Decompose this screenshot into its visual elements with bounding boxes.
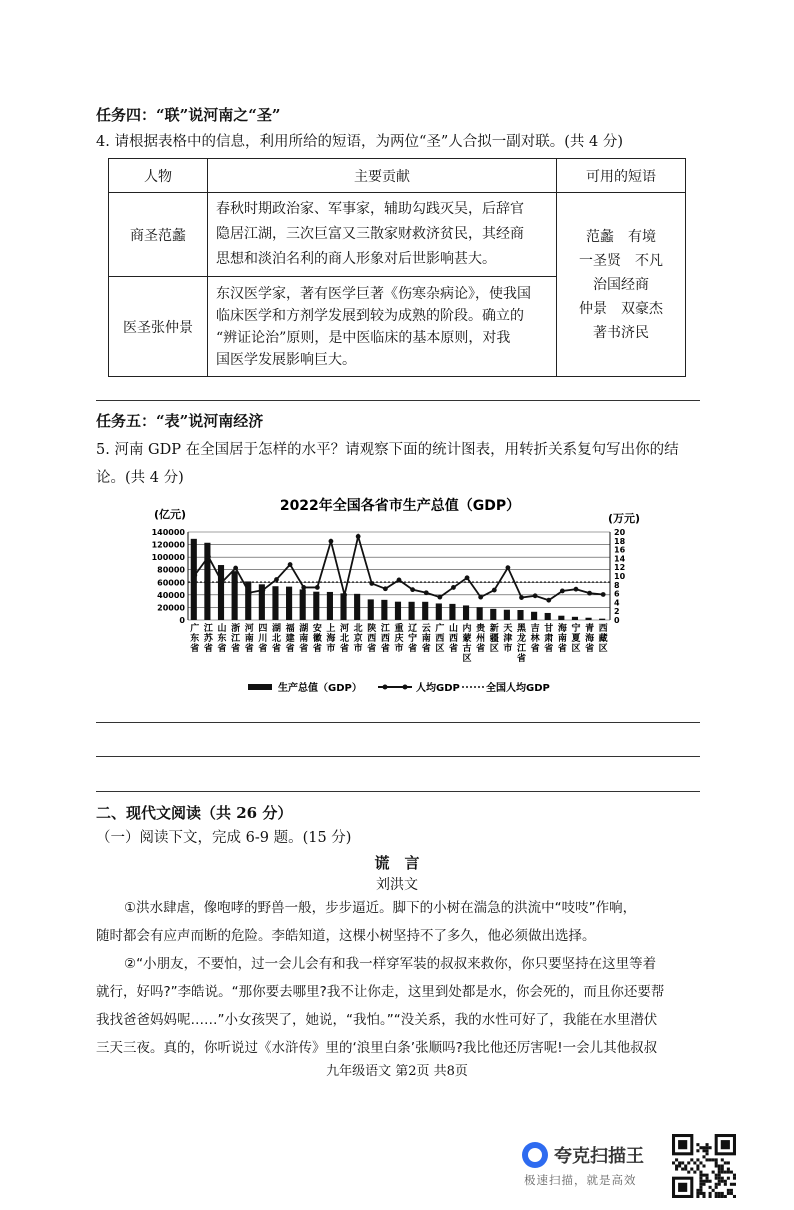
bar — [232, 571, 238, 620]
category-label: 省 — [299, 644, 309, 654]
category-label: 辽 — [408, 624, 418, 634]
per-capita-point — [478, 595, 483, 600]
bar — [272, 586, 278, 620]
right-tick-label: 10 — [614, 572, 626, 581]
category-label: 庆 — [394, 634, 404, 644]
category-label: 省 — [217, 644, 227, 654]
category-label: 山 — [448, 624, 458, 634]
category-label: 上 — [326, 624, 336, 634]
para2-line1: ②“小朋友，不要怕，过一会儿会有和我一样穿军装的叔叔来救你，你只要坚持在这里等着 — [124, 956, 657, 972]
category-label: 省 — [367, 644, 377, 654]
bar — [599, 619, 605, 620]
category-label: 蒙 — [462, 634, 472, 644]
per-capita-point — [424, 590, 429, 595]
category-label: 疆 — [489, 634, 499, 644]
right-tick-label: 20 — [614, 528, 626, 537]
para2-line4: 三天三夜。真的，你听说过《水浒传》里的‘浪里白条’张顺吗?我比他还厉害呢!一会儿其他叔叔 — [96, 1040, 658, 1056]
right-tick-label: 4 — [614, 598, 620, 608]
category-label: 古 — [462, 644, 472, 654]
per-capita-point — [260, 588, 265, 593]
category-label: 省 — [448, 644, 458, 654]
category-label: 海 — [326, 634, 336, 644]
table-header-phrases: 可用的短语 — [557, 159, 686, 193]
table-header-person: 人物 — [109, 159, 208, 193]
right-tick-label: 2 — [614, 607, 620, 617]
right-tick-label: 6 — [614, 589, 620, 599]
per-capita-point — [574, 587, 579, 592]
per-capita-point — [587, 591, 592, 596]
per-capita-point — [437, 595, 442, 600]
bar — [300, 589, 306, 620]
category-label: 市 — [326, 644, 336, 654]
bar — [463, 605, 469, 620]
category-label: 青 — [585, 624, 595, 634]
category-label: 夏 — [571, 634, 581, 644]
bar — [327, 592, 333, 620]
phrase: 一圣贤 不凡 — [579, 252, 663, 269]
right-tick-label: 0 — [614, 616, 620, 625]
category-label: 西 — [380, 634, 390, 644]
per-capita-point — [233, 566, 238, 571]
plot-area — [152, 528, 626, 664]
bar — [191, 539, 197, 620]
category-label: 省 — [380, 644, 390, 654]
category-label: 区 — [435, 644, 445, 654]
article-title: 谎 言 — [374, 854, 420, 872]
per-capita-point — [601, 592, 606, 597]
contribution-line: 临床医学和方剂学发展到较为成熟的阶段。确立的 — [216, 307, 524, 324]
category-label: 省 — [517, 654, 527, 664]
right-tick-label: 14 — [614, 554, 626, 564]
category-label: 天 — [503, 624, 513, 634]
category-label: 宁 — [408, 634, 418, 644]
category-label: 省 — [408, 644, 418, 654]
section2-heading: 二、现代文阅读（共 26 分） — [96, 804, 293, 822]
per-capita-point — [519, 595, 524, 600]
per-capita-point — [329, 539, 334, 544]
right-tick-label: 12 — [614, 563, 626, 573]
bar — [558, 616, 564, 620]
scanner-watermark — [522, 1138, 672, 1187]
category-label: 重 — [394, 624, 404, 634]
category-label: 江 — [203, 624, 213, 634]
per-capita-point — [397, 578, 402, 583]
person-fanli: 商圣范蠡 — [109, 193, 208, 277]
legend-national: 全国人均GDP — [486, 683, 550, 694]
category-label: 福 — [285, 624, 295, 634]
category-label: 建 — [285, 634, 295, 644]
chart-title: 2022年全国各省市生产总值（GDP） — [279, 498, 521, 514]
category-label: 林 — [530, 634, 540, 644]
category-label: 云 — [421, 624, 431, 634]
bar — [436, 603, 442, 620]
category-label: 省 — [421, 644, 431, 654]
bar — [517, 610, 523, 620]
category-label: 西 — [448, 634, 458, 644]
person-zhangzhongjing: 医圣张仲景 — [109, 277, 208, 377]
category-label: 市 — [503, 644, 513, 654]
category-label: 东 — [190, 634, 200, 644]
category-label: 北 — [353, 624, 363, 634]
per-capita-point — [383, 586, 388, 591]
category-label: 省 — [258, 644, 268, 654]
right-tick-label: 16 — [614, 545, 626, 555]
per-capita-point — [451, 585, 456, 590]
category-label: 苏 — [203, 634, 213, 644]
answer-line — [96, 791, 700, 792]
category-label: 广 — [435, 624, 445, 634]
contribution-line: 东汉医学家，著有医学巨著《伤寒杂病论》，使我国 — [216, 285, 531, 302]
category-label: 省 — [476, 644, 486, 654]
category-label: 内 — [462, 624, 472, 634]
category-label: 市 — [353, 644, 363, 654]
category-label: 南 — [299, 634, 309, 644]
bar — [477, 607, 483, 620]
per-capita-point — [192, 573, 197, 578]
question-5-line2: 论。(共 4 分) — [96, 470, 184, 486]
category-label: 贵 — [476, 624, 486, 634]
category-label: 江 — [517, 644, 527, 654]
qr-code-icon — [672, 1134, 736, 1198]
category-label: 龙 — [517, 634, 527, 644]
per-capita-point — [315, 585, 320, 590]
category-label: 市 — [394, 644, 404, 654]
bar — [204, 543, 210, 620]
left-tick-label: 140000 — [151, 528, 185, 537]
category-label: 省 — [190, 644, 200, 654]
category-label: 山 — [217, 624, 227, 634]
per-capita-point — [288, 562, 293, 567]
category-label: 河 — [244, 624, 254, 634]
per-capita-point — [506, 565, 511, 570]
bar — [504, 610, 510, 620]
category-label: 京 — [353, 634, 363, 644]
bar — [381, 600, 387, 620]
legend-marker — [403, 685, 408, 690]
category-label: 安 — [312, 624, 322, 634]
phrase: 范蠡 有境 — [586, 228, 656, 245]
category-label: 肃 — [544, 634, 554, 644]
category-label: 川 — [258, 634, 268, 644]
category-label: 省 — [271, 644, 281, 654]
contribution-line: 国医学发展影响巨大。 — [216, 351, 356, 368]
bar — [340, 593, 346, 620]
legend-bar-swatch — [248, 684, 272, 690]
category-label: 广 — [190, 624, 200, 634]
category-label: 南 — [557, 634, 567, 644]
task5-heading: 任务五：“表”说河南经济 — [96, 412, 264, 430]
phrase: 仲景 双豪杰 — [579, 300, 663, 317]
para1-line1: ①洪水肆虐，像咆哮的野兽一般，步步逼近。脚下的小树在湍急的洪流中“吱吱”作响， — [124, 900, 637, 916]
legend-marker — [383, 685, 388, 690]
category-label: 黑 — [517, 624, 527, 634]
category-label: 省 — [530, 644, 540, 654]
legend-gdp: 生产总值（GDP） — [278, 683, 362, 694]
category-label: 区 — [598, 644, 608, 654]
category-label: 省 — [231, 644, 241, 654]
contribution-line: 思想和淡泊名利的商人形象对后世影响甚大。 — [216, 251, 496, 267]
per-capita-point — [410, 587, 415, 592]
chart-legend — [248, 681, 550, 694]
category-label: 省 — [340, 644, 350, 654]
left-tick-label: 40000 — [157, 590, 185, 600]
table-header-contribution: 主要贡献 — [208, 159, 557, 193]
legend-per-capita: 人均GDP — [416, 683, 460, 694]
left-tick-label: 100000 — [151, 553, 185, 563]
category-label: 藏 — [598, 634, 608, 644]
bar — [490, 609, 496, 620]
answer-line — [96, 756, 700, 757]
category-label: 西 — [598, 624, 608, 634]
category-label: 四 — [258, 624, 268, 634]
category-label: 西 — [367, 634, 377, 644]
category-label: 宁 — [571, 624, 581, 634]
question-4: 4. 请根据表格中的信息，利用所给的短语，为两位“圣”人合拟一副对联。(共 4 分) — [96, 134, 624, 150]
per-capita-point — [206, 554, 211, 559]
category-label: 吉 — [530, 624, 540, 634]
para1-line2: 随时都会有应声而断的危险。李皓知道，这棵小树坚持不了多久，他必须做出选择。 — [96, 928, 596, 944]
per-capita-point — [465, 575, 470, 580]
left-tick-label: 120000 — [151, 540, 185, 550]
category-label: 湖 — [299, 624, 309, 634]
bar — [449, 604, 455, 620]
category-label: 海 — [557, 624, 567, 634]
bar — [368, 599, 374, 620]
gdp-chart — [140, 490, 660, 705]
category-label: 南 — [421, 634, 431, 644]
per-capita-point — [247, 590, 252, 595]
category-label: 河 — [340, 624, 350, 634]
watermark-name: 夸克扫描王 — [554, 1146, 644, 1167]
category-label: 甘 — [544, 624, 554, 634]
category-label: 江 — [231, 634, 241, 644]
category-label: 徽 — [312, 634, 322, 644]
category-label: 省 — [585, 644, 595, 654]
per-capita-point — [546, 598, 551, 603]
contribution-zhangzhongjing — [208, 277, 557, 377]
page-footer: 九年级语文 第2页 共8页 — [326, 1064, 468, 1079]
category-label: 西 — [435, 634, 445, 644]
contribution-line: “辨证论治”原则，是中医临床的基本原则，对我 — [216, 329, 511, 346]
per-capita-line — [195, 536, 603, 600]
right-tick-label: 18 — [614, 536, 626, 546]
per-capita-point — [220, 580, 225, 585]
task4-heading: 任务四：“联”说河南之“圣” — [96, 106, 281, 124]
per-capita-point — [533, 593, 538, 598]
para2-line3: 我找爸爸妈妈呢……”小女孩哭了，她说，“我怕。”“没关系，我的水性可好了，我能在水里潜伏 — [96, 1012, 658, 1028]
category-label: 南 — [244, 634, 254, 644]
answer-line — [96, 722, 700, 723]
bar — [545, 613, 551, 620]
section2-sub: （一）阅读下文，完成 6-9 题。(15 分) — [96, 830, 352, 846]
per-capita-point — [356, 534, 361, 539]
category-label: 江 — [380, 624, 390, 634]
category-label: 北 — [271, 634, 281, 644]
bar — [354, 594, 360, 620]
bar — [286, 587, 292, 620]
left-tick-label: 80000 — [157, 565, 185, 575]
per-capita-point — [369, 581, 374, 586]
category-label: 湖 — [271, 624, 281, 634]
quark-logo-icon — [522, 1142, 548, 1168]
category-label: 区 — [571, 644, 581, 654]
phrase: 著书济民 — [593, 324, 649, 341]
category-label: 省 — [544, 644, 554, 654]
category-label: 新 — [489, 624, 499, 634]
contribution-fanli — [208, 193, 557, 277]
category-label: 海 — [585, 634, 595, 644]
left-tick-label: 60000 — [157, 578, 185, 588]
bar — [585, 618, 591, 620]
contribution-line: 春秋时期政治家、军事家，辅助勾践灭吴，后辞官 — [216, 201, 524, 217]
per-capita-point — [560, 589, 565, 594]
bar — [218, 565, 224, 620]
watermark-slogan: 极速扫描，就是高效 — [524, 1173, 637, 1187]
category-label: 津 — [503, 634, 513, 644]
bar — [313, 592, 319, 620]
right-tick-label: 8 — [614, 580, 620, 590]
saints-table — [108, 158, 686, 377]
article-body — [96, 894, 706, 1062]
left-tick-label: 20000 — [157, 603, 185, 613]
category-label: 省 — [312, 644, 322, 654]
question-5-line1: 5. 河南 GDP 在全国居于怎样的水平？请观察下面的统计图表，用转折关系复句写出你的结 — [96, 442, 679, 458]
contribution-line: 隐居江湖，三次巨富又三散家财救济贫民，其经商 — [216, 226, 524, 242]
left-tick-label: 0 — [179, 616, 185, 625]
answer-line — [96, 400, 700, 401]
category-label: 省 — [557, 644, 567, 654]
para2-line2: 就行，好吗?”李皓说。“那你要去哪里?我不让你走，这里到处都是水，你会死的，而且你还要帮 — [96, 984, 665, 1000]
category-label: 省 — [244, 644, 254, 654]
category-label: 区 — [489, 644, 499, 654]
category-label: 省 — [285, 644, 295, 654]
bar — [395, 602, 401, 620]
bar — [422, 602, 428, 620]
bar — [531, 612, 537, 620]
per-capita-point — [301, 585, 306, 590]
category-label: 省 — [203, 644, 213, 654]
category-label: 州 — [476, 634, 486, 644]
category-label: 东 — [217, 634, 227, 644]
article-author: 刘洪文 — [376, 877, 418, 893]
per-capita-point — [342, 593, 347, 598]
category-label: 北 — [340, 634, 350, 644]
phrases-cell — [557, 193, 686, 377]
per-capita-point — [492, 588, 497, 593]
per-capita-point — [274, 577, 279, 582]
category-label: 浙 — [231, 624, 241, 634]
bar — [572, 617, 578, 620]
category-label: 陕 — [367, 624, 377, 634]
bar — [409, 602, 415, 620]
left-axis-unit: (亿元) — [154, 508, 187, 521]
right-axis-unit: (万元) — [608, 512, 641, 525]
phrase: 治国经商 — [593, 276, 649, 293]
category-label: 区 — [462, 654, 472, 664]
